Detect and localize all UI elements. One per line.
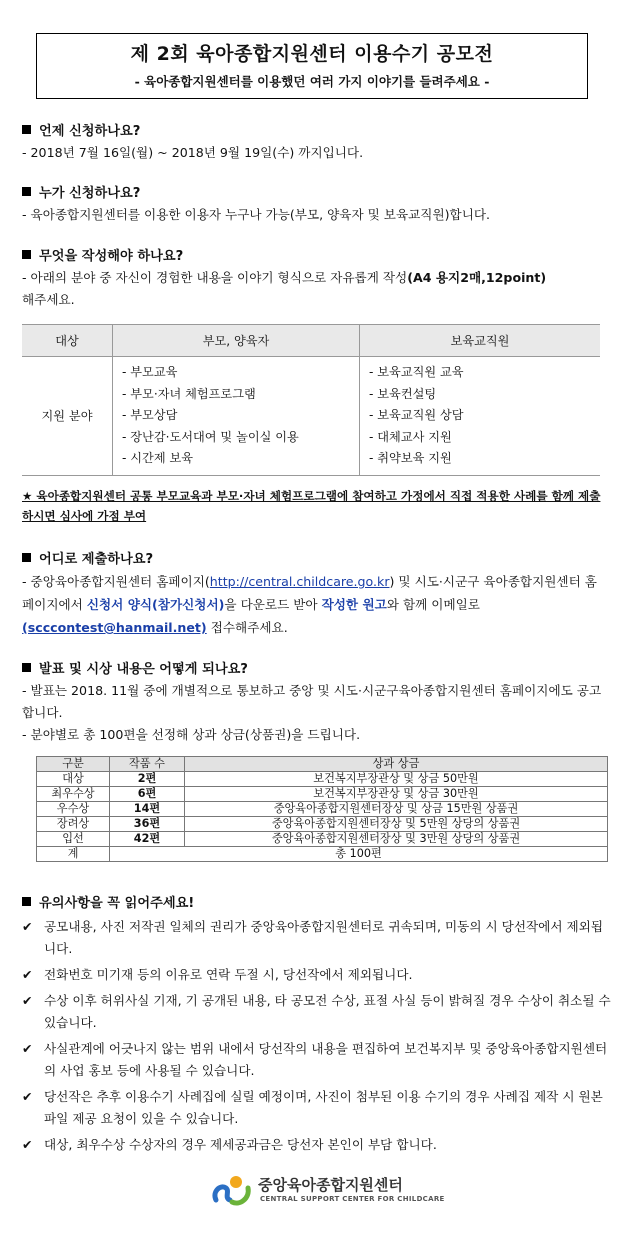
list-item: - 장난감·도서대여 및 놀이실 이용 (122, 429, 299, 444)
award-table-header: 작품 수 (110, 757, 185, 772)
field-table-header: 부모, 양육자 (113, 325, 360, 357)
logo-english: CENTRAL SUPPORT CENTER FOR CHILDCARE (260, 1195, 445, 1203)
square-bullet-icon (22, 663, 31, 672)
award-count: 42편 (110, 832, 185, 847)
award-name: 최우수상 (37, 787, 110, 802)
list-item: - 보육교직원 상담 (369, 408, 464, 422)
square-bullet-icon (22, 125, 31, 134)
award-count: 14편 (110, 802, 185, 817)
square-bullet-icon (22, 250, 31, 259)
checkmark-icon: ✔ (22, 1041, 33, 1056)
section-heading-what: 무엇을 작성해야 하나요? (22, 245, 183, 264)
list-item: - 보육컨설팅 (369, 386, 437, 401)
award-prize: 중앙육아종합지원센터장상 및 상금 15만원 상품권 (185, 802, 608, 817)
award-name: 장려상 (37, 817, 110, 832)
square-bullet-icon (22, 187, 31, 196)
list-item: ✔ 공모내용, 사진 저작권 일체의 권리가 중앙육아종합지원센터로 귀속되며, 미동의 시 당선작에서 제외됩니다. (22, 916, 612, 960)
field-table (22, 324, 600, 476)
list-item: - 부모교육 (122, 365, 178, 379)
checkmark-icon: ✔ (22, 919, 33, 934)
field-table-header: 보육교직원 (360, 325, 601, 357)
email-link[interactable]: (scccontest@hanmail.net) (22, 620, 207, 635)
section-heading-where: 어디로 제출하나요? (22, 548, 153, 567)
announce-text: - 발표는 2018. 11월 중에 개별적으로 통보하고 중앙 및 시도·시군구육아종합지원센터 홈페이지에도 공고합니다. - 분야별로 총 100편을 선정해 상과 상금(상품권)을 드립니다. (22, 683, 602, 742)
award-name: 입선 (37, 832, 110, 847)
field-table-header: 대상 (22, 325, 113, 357)
award-count: 2편 (110, 772, 185, 787)
total-label: 계 (37, 847, 110, 862)
total-value: 총 100편 (110, 847, 608, 862)
award-count: 6편 (110, 787, 185, 802)
where-text: - 중앙육아종합지원센터 홈페이지(http://central.childcare.go.kr) 및 시도·시군구 육아종합지원센터 홈페이지에서 신청서 양식(참가신청서)을 다운로드 받아 작성한 원고와 함께 이메일로 (scccontest@hanmail.net) 접수해주세요. (22, 574, 597, 635)
list-item: - 시간제 보육 (122, 451, 194, 465)
list-item: ✔ 당선작은 추후 이용수기 사례집에 실릴 예정이며, 사진이 첨부된 이용 수기의 경우 사례집 제작 시 원본 파일 제공 요청이 있을 수 있습니다. (22, 1086, 612, 1130)
section-heading-when: 언제 신청하나요? (22, 120, 140, 139)
award-name: 우수상 (37, 802, 110, 817)
table-row (37, 817, 608, 832)
draft-label: 작성한 원고 (321, 597, 387, 612)
parents-list-cell (113, 357, 360, 476)
checkmark-icon: ✔ (22, 1089, 33, 1104)
checkmark-icon: ✔ (22, 967, 33, 982)
logo-name: 중앙육아종합지원센터 (258, 1176, 403, 1194)
logo-mark-icon (210, 1170, 256, 1210)
award-name: 대상 (37, 772, 110, 787)
form-name: 신청서 양식(참가신청서) (86, 597, 225, 612)
award-table-header: 상과 상금 (185, 757, 608, 772)
bonus-note: ★ 육아종합지원센터 공통 부모교육과 부모·자녀 체험프로그램에 참여하고 가정에서 직접 적용한 사례를 함께 제출하시면 심사에 가점 부여 (22, 489, 601, 523)
what-text: - 아래의 분야 중 자신이 경험한 내용을 이야기 형식으로 자유롭게 작성(A4 용지2매,12point) 해주세요. (22, 270, 547, 307)
when-text: - 2018년 7월 16일(월) ~ 2018년 9월 19일(수) 까지입니다. (22, 145, 364, 160)
who-text: - 육아종합지원센터를 이용한 이용자 누구나 가능(부모, 양육자 및 보육교직원)합니다. (22, 207, 491, 222)
section-heading-announce: 발표 및 시상 내용은 어떻게 되나요? (22, 658, 248, 677)
list-item: - 대체교사 지원 (369, 429, 452, 444)
list-item: ✔ 사실관계에 어긋나지 않는 범위 내에서 당선작의 내용을 편집하여 보건복지부 및 중앙육아종합지원센터의 사업 홍보 등에 사용될 수 있습니다. (22, 1038, 612, 1082)
section-heading-caution: 유의사항을 꼭 읽어주세요! (22, 892, 194, 911)
homepage-link[interactable]: http://central.childcare.go.kr (209, 574, 390, 589)
list-item: - 보육교직원 교육 (369, 365, 464, 379)
table-row (37, 832, 608, 847)
award-prize: 중앙육아종합지원센터장상 및 5만원 상당의 상품권 (185, 817, 608, 832)
award-prize: 보건복지부장관상 및 상금 30만원 (185, 787, 608, 802)
table-row-total (37, 847, 608, 862)
list-item: - 취약보육 지원 (369, 451, 452, 465)
award-prize: 중앙육아종합지원센터장상 및 3만원 상당의 상품권 (185, 832, 608, 847)
list-item: - 부모상담 (122, 408, 178, 422)
table-row (37, 787, 608, 802)
table-row (37, 772, 608, 787)
list-item: - 부모·자녀 체험프로그램 (122, 386, 256, 401)
page-title: 제 2회 육아종합지원센터 이용수기 공모전 (130, 43, 494, 65)
checkmark-icon: ✔ (22, 993, 33, 1008)
award-count: 36편 (110, 817, 185, 832)
page-subtitle: - 육아종합지원센터를 이용했던 여러 가지 이야기를 들려주세요 - (134, 74, 490, 89)
list-item: ✔ 대상, 최우수상 수상자의 경우 제세공과금은 당선자 본인이 부담 합니다. (22, 1134, 612, 1156)
staff-list-cell (360, 357, 601, 476)
square-bullet-icon (22, 897, 31, 906)
list-item: ✔ 수상 이후 허위사실 기재, 기 공개된 내용, 타 공모전 수상, 표절 사실 등이 밝혀질 경우 수상이 취소될 수 있습니다. (22, 990, 612, 1034)
checkmark-icon: ✔ (22, 1137, 33, 1152)
center-logo (210, 1170, 450, 1210)
list-item: ✔ 전화번호 미기재 등의 이유로 연락 두절 시, 당선작에서 제외됩니다. (22, 964, 612, 986)
award-prize: 보건복지부장관상 및 상금 50만원 (185, 772, 608, 787)
award-table (36, 756, 608, 862)
caution-list (22, 916, 612, 1156)
square-bullet-icon (22, 553, 31, 562)
title-box (36, 33, 588, 99)
section-heading-who: 누가 신청하나요? (22, 182, 140, 201)
table-row (37, 802, 608, 817)
field-row-label: 지원 분야 (22, 357, 113, 476)
award-table-header: 구분 (37, 757, 110, 772)
